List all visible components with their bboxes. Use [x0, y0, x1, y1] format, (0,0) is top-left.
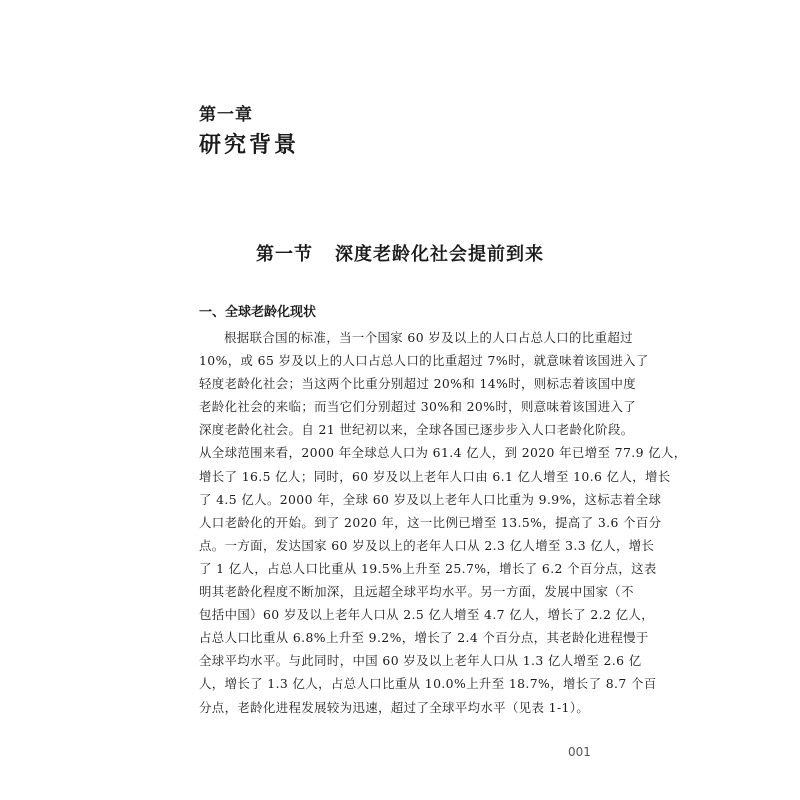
body-line: 从全球范围来看，2000 年全球总人口为 61.4 亿人，到 2020 年已增至 77.9 亿人， — [199, 445, 687, 461]
body-line: 分点，老龄化进程发展较为迅速，超过了全球平均水平（见表 1-1）。 — [199, 699, 590, 715]
page-number: 001 — [568, 745, 591, 759]
body-line: 轻度老龄化社会；当这两个比重分别超过 20%和 14%时，则标志着该国中度 — [199, 376, 637, 392]
body-line: 包括中国）60 岁及以上老年人口从 2.5 亿人增至 4.7 亿人，增长了 2.2 亿人， — [199, 607, 654, 623]
chapter-label: 第一章 — [199, 105, 253, 125]
chapter-title: 研究背景 — [199, 132, 300, 158]
body-line: 全球平均水平。与此同时，中国 60 岁及以上老年人口从 1.3 亿人增至 2.6 亿 — [199, 653, 642, 669]
body-line: 人口老龄化的开始。到了 2020 年，这一比例已增至 13.5%，提高了 3.6 个百分 — [199, 514, 662, 530]
body-line: 10%，或 65 岁及以上的人口占总人口的比重超过 7%时，就意味着该国进入了 — [199, 353, 649, 369]
body-line: 明其老龄化程度不断加深，且远超全球平均水平。另一方面，发展中国家（不 — [199, 584, 634, 600]
body-line: 根据联合国的标准，当一个国家 60 岁及以上的人口占总人口的比重超过 — [224, 330, 633, 345]
body-line: 了 4.5 亿人。2000 年，全球 60 岁及以上老年人口比重为 9.9%，这标志着全球 — [199, 491, 662, 507]
section-heading — [0, 240, 800, 266]
section-title: 深度老龄化社会提前到来 — [335, 244, 544, 265]
body-line: 点。一方面，发达国家 60 岁及以上的老年人口从 2.3 亿人增至 3.3 亿人，增长 — [199, 537, 655, 553]
body-line: 人，增长了 1.3 亿人，占总人口比重从 10.0%上升至 18.7%，增长了 8.7 个百 — [199, 676, 657, 692]
body-line: 占总人口比重从 6.8%上升至 9.2%，增长了 2.4 个百分点，其老龄化进程慢于 — [199, 630, 649, 646]
body-line: 老龄化社会的来临；而当它们分别超过 30%和 20%时，则意味着该国进入了 — [199, 399, 637, 415]
section-number: 第一节 — [256, 244, 313, 265]
body-paragraph — [199, 326, 687, 719]
body-line: 增长了 16.5 亿人；同时，60 岁及以上老年人口由 6.1 亿人增至 10.6 亿人，增长 — [199, 468, 671, 484]
body-line: 深度老龄化社会。自 21 世纪初以来，全球各国已逐步步入人口老龄化阶段。 — [199, 422, 634, 438]
subsection-title: 一、全球老龄化现状 — [199, 305, 317, 320]
body-line: 了 1 亿人，占总人口比重从 19.5%上升至 25.7%，增长了 6.2 个百分点，这表 — [199, 560, 657, 576]
